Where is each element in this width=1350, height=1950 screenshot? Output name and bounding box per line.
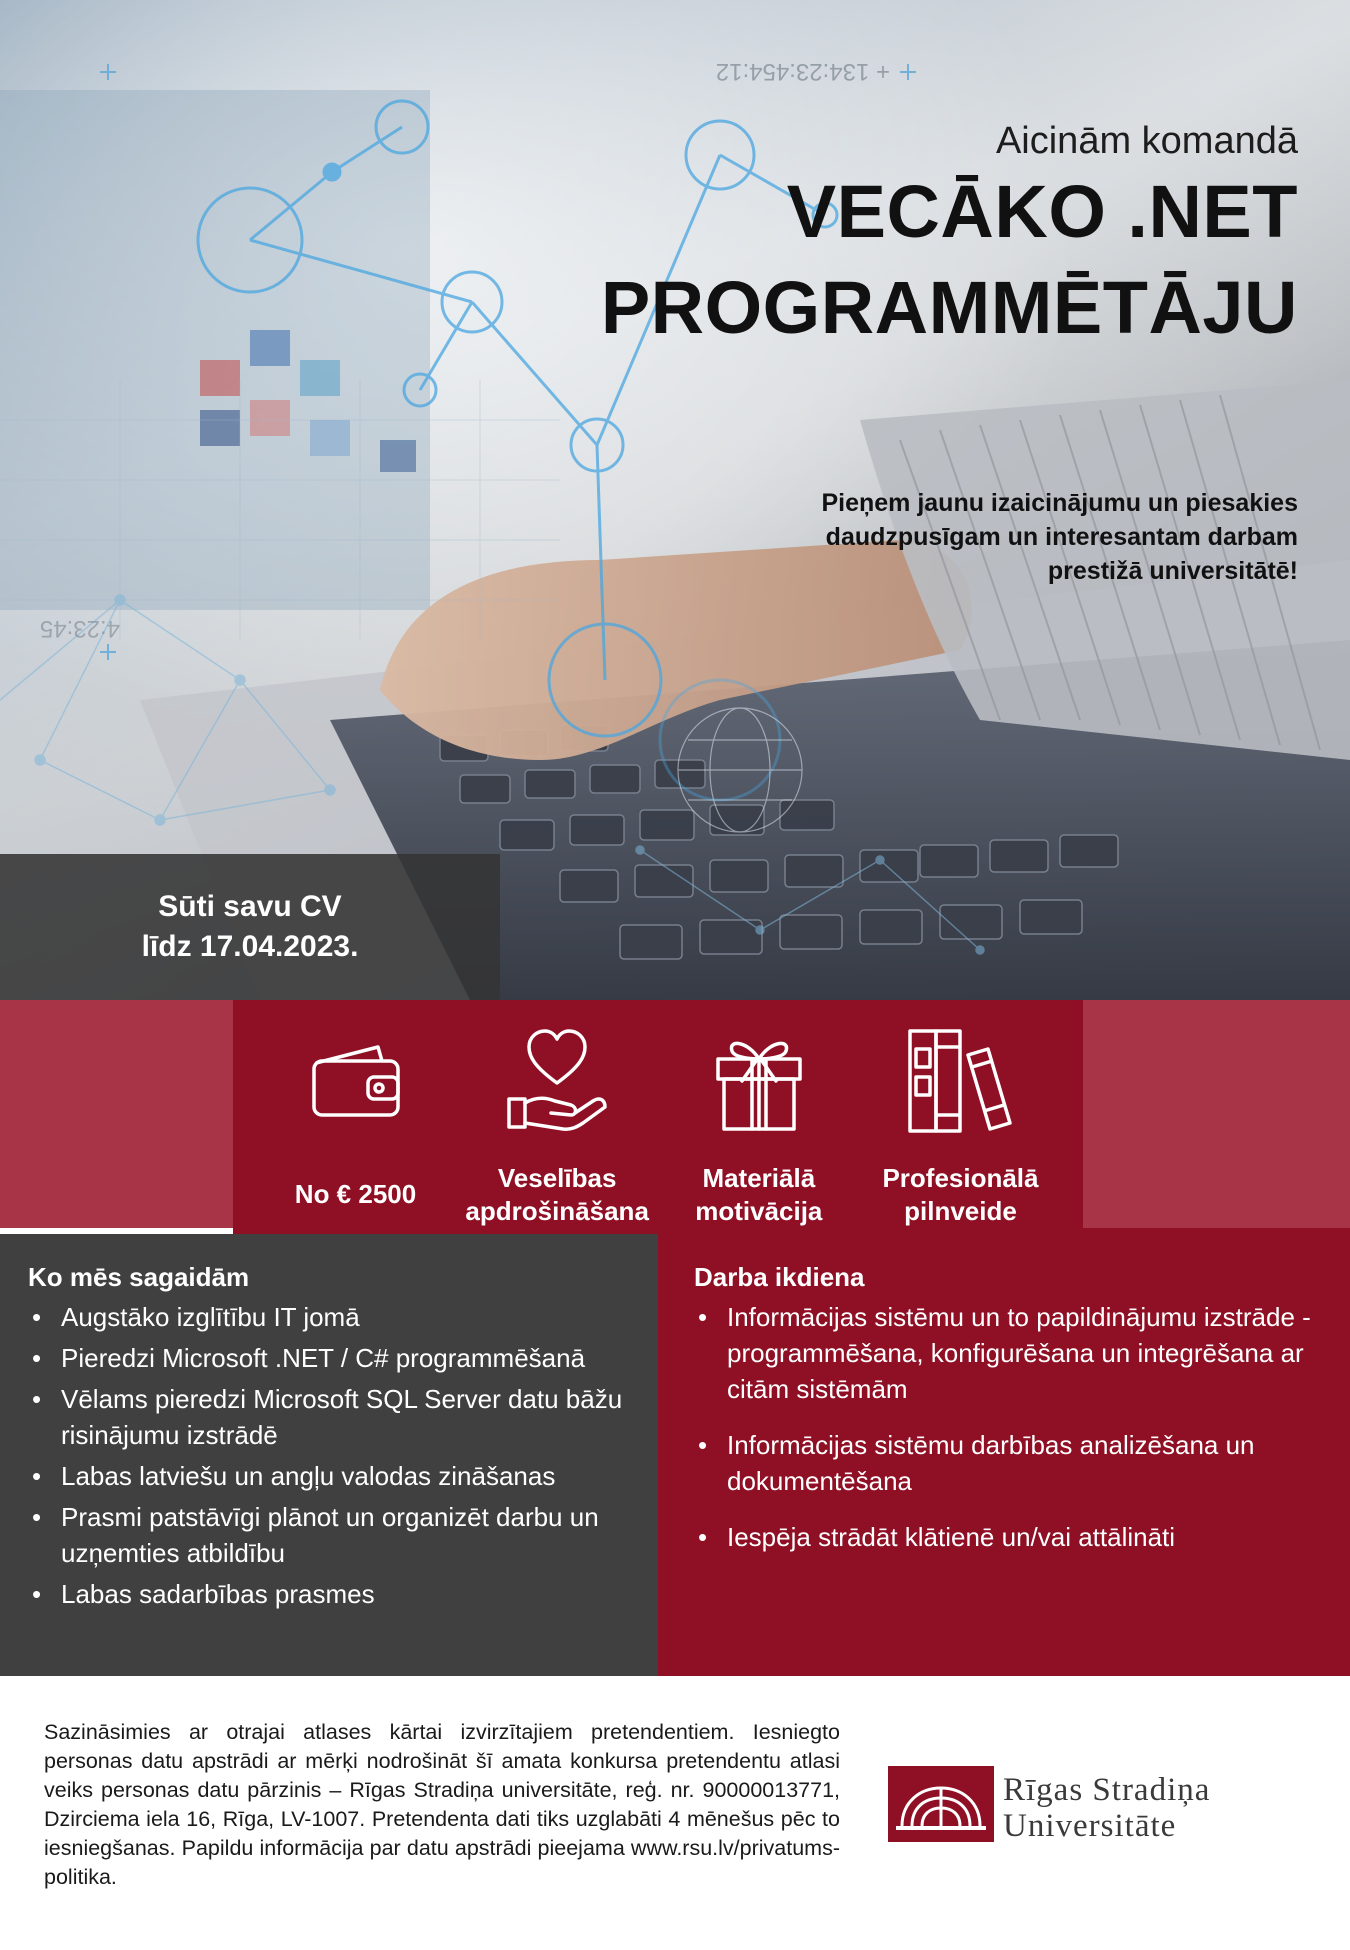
books-icon xyxy=(905,1022,1015,1140)
logo-line1: Rīgas Stradiņa xyxy=(1003,1772,1211,1808)
cv-deadline-box xyxy=(0,854,500,1000)
deco-counter-top: + 134:23:454:12 xyxy=(715,58,890,85)
benefit-motivation xyxy=(666,1022,851,1234)
list-item: • Iespēja strādāt klātienē un/vai attālināti xyxy=(694,1519,1320,1555)
daily-work-list xyxy=(694,1299,1320,1555)
expectations-heading: Ko mēs sagaidām xyxy=(28,1262,250,1292)
rsu-emblem-icon xyxy=(888,1766,994,1842)
list-item: • Labas sadarbības prasmes xyxy=(28,1576,632,1612)
daily-work-section xyxy=(658,1228,1350,1676)
list-item: • Labas latviešu un angļu valodas zināšanas xyxy=(28,1458,632,1494)
benefit-motivation-line2: motivācija xyxy=(695,1196,823,1226)
privacy-notice: Sazināsimies ar otrajai atlases kārtai izvirzītajiem pretendentiem. Iesniegto personas datu apstrādi ar mērķi nodrošināt šī amata konkursa pretendentu atlasi veiks personas datu pārzinis – Rīgas Stradiņa universitāte, reģ. nr. 90000013771, Dzirciema iela 16, Rīga, LV-1007. Pretendenta dati tiks uzglabāti 4 mēnešus pēc to iesniegšanas. Papildu informācija par datu apstrādi pieejama www.rsu.lv/privatums-politika. xyxy=(44,1720,840,1889)
benefit-development-label xyxy=(882,1162,1038,1228)
benefit-salary-text: No € 2500 xyxy=(294,1179,417,1209)
expectations-section xyxy=(0,1234,658,1676)
benefit-development-line1: Profesionālā xyxy=(882,1163,1039,1193)
hero-subtitle xyxy=(821,486,1298,588)
hero-subtitle-line3: prestižā universitātē! xyxy=(1047,557,1298,585)
cv-deadline-line1: Sūti savu CV xyxy=(158,890,342,923)
daily-work-heading: Darba ikdiena xyxy=(694,1262,865,1292)
expectations-list xyxy=(28,1299,632,1612)
logo-line2: Universitāte xyxy=(1003,1808,1177,1844)
gift-icon xyxy=(704,1022,814,1140)
list-item: • Prasmi patstāvīgi plānot un organizēt darbu un uzņemties atbildību xyxy=(28,1499,632,1571)
benefit-salary-label xyxy=(295,1178,416,1211)
benefit-salary xyxy=(263,1022,448,1234)
list-item: • Informācijas sistēmu darbības analizēšana un dokumentēšana xyxy=(694,1427,1320,1499)
deco-counter-left: 4:23:45 xyxy=(39,615,120,642)
benefit-health-label xyxy=(465,1162,649,1228)
hero-kicker: Aicinām komandā xyxy=(995,120,1298,162)
list-item: • Vēlams pieredzi Microsoft SQL Server datu bāžu risinājumu izstrādē xyxy=(28,1381,632,1453)
hero-title-block xyxy=(601,118,1298,356)
benefit-development-line2: pilnveide xyxy=(904,1196,1017,1226)
benefits-panel xyxy=(233,1000,1083,1234)
hero-subtitle-line2: daudzpusīgam un interesantam darbam xyxy=(825,523,1298,551)
rsu-logo xyxy=(888,1760,1308,1850)
list-item: • Pieredzi Microsoft .NET / C# programmēšanā xyxy=(28,1340,632,1376)
job-title-line2: PROGRAMMĒTĀJU xyxy=(600,266,1298,349)
list-item: • Augstāko izglītību IT jomā xyxy=(28,1299,632,1335)
wallet-icon xyxy=(301,1022,411,1140)
benefit-health-line1: Veselības xyxy=(497,1163,617,1193)
benefit-motivation-label xyxy=(695,1162,822,1228)
heart-hand-icon xyxy=(502,1022,612,1140)
list-item: • Informācijas sistēmu un to papildinājumu izstrāde - programmēšana, konfigurēšana un integrēšana ar citām sistēmām xyxy=(694,1299,1320,1407)
cv-deadline-line2: līdz 17.04.2023. xyxy=(141,930,359,963)
benefit-health xyxy=(465,1022,650,1234)
benefit-motivation-line1: Materiālā xyxy=(702,1163,816,1193)
job-title-line1: VECĀKO .NET xyxy=(786,170,1298,253)
benefit-development xyxy=(868,1022,1053,1234)
benefit-health-line2: apdrošināšana xyxy=(465,1196,649,1226)
hero-subtitle-line1: Pieņem jaunu izaicinājumu un piesakies xyxy=(821,489,1298,517)
